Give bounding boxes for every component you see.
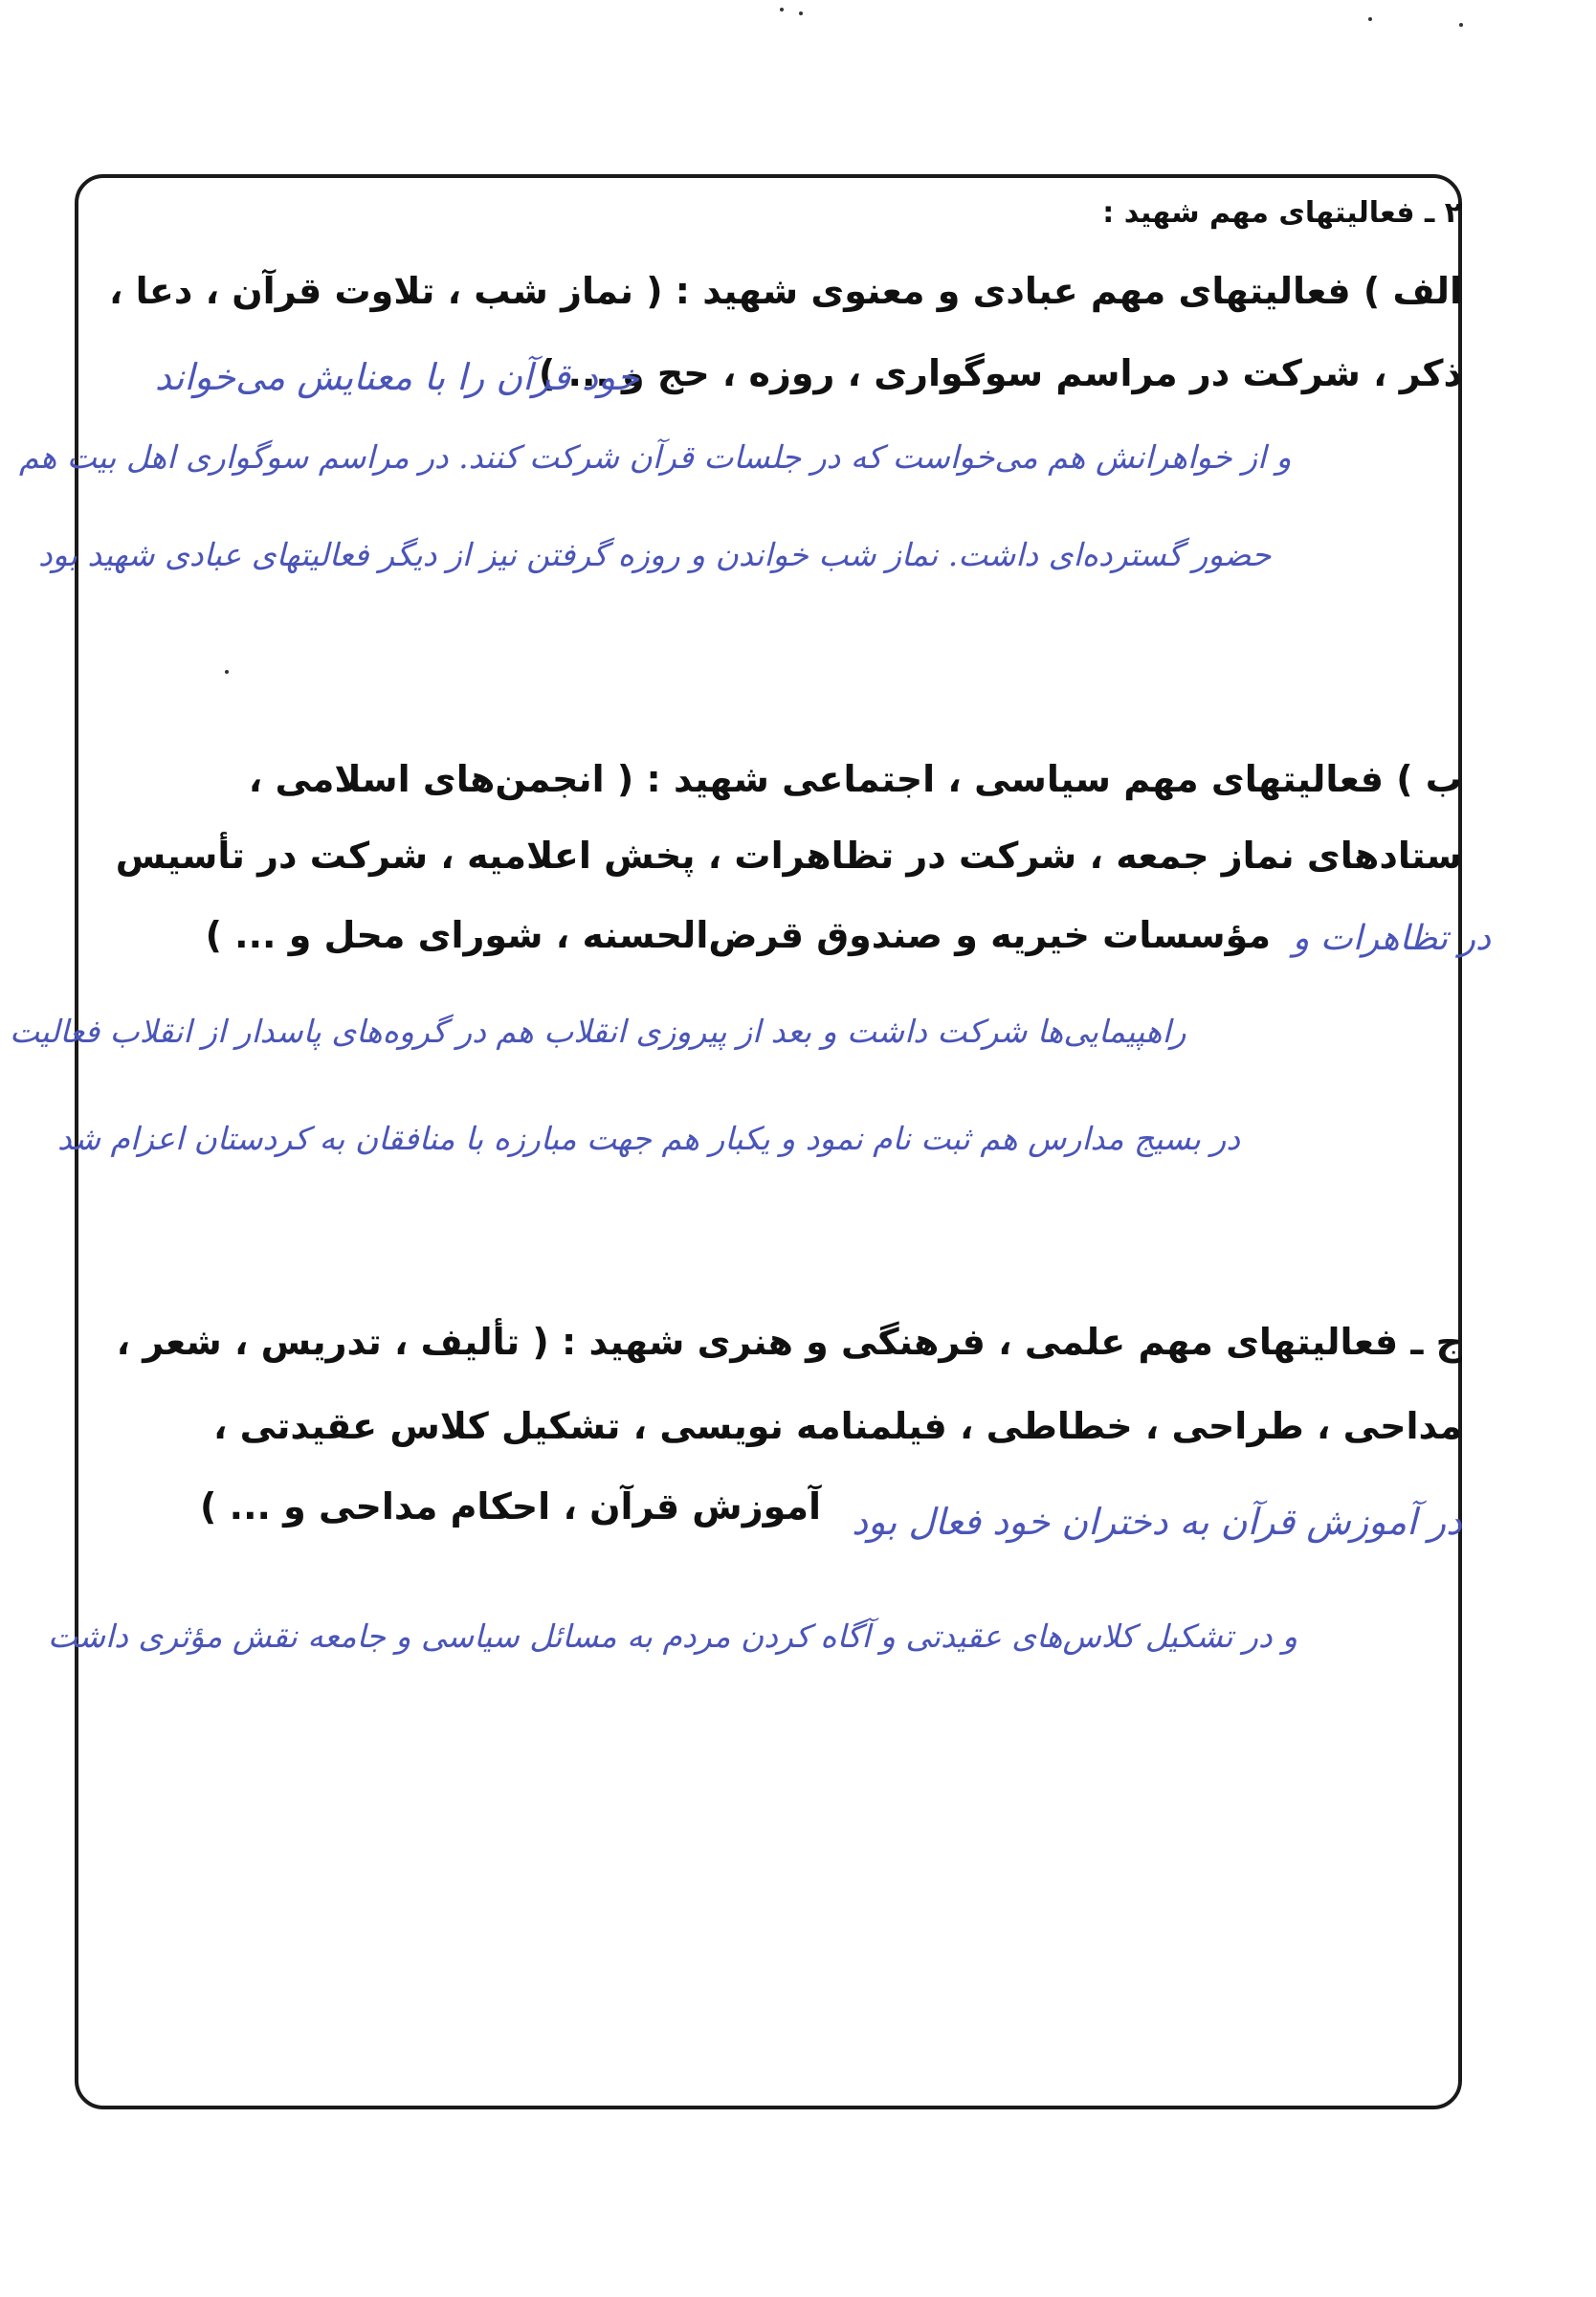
- scan-speck: [225, 670, 229, 674]
- section-c-handwritten-line-2: و در تشکیل کلاس‌های عقیدتی و آگاه کردن مردم به مسائل سیاسی و جامعه نقش مؤثری داشت: [48, 1617, 1298, 1655]
- scan-speck: [1368, 17, 1372, 21]
- scan-speck: [1459, 23, 1463, 27]
- section-c-printed-line-2: مداحی ، طراحی ، خطاطی ، فیلمنامه نویسی ، تشکیل کلاس عقیدتی ،: [212, 1405, 1462, 1447]
- section-heading: ۲ ـ فعالیتهای مهم شهید :: [1102, 196, 1462, 230]
- section-a-handwritten-line-2: و از خواهرانش هم می‌خواست که در جلسات قرآن شرکت کنند. در مراسم سوگواری اهل بیت هم: [19, 438, 1292, 476]
- section-a-printed-line-2: ذکر ، شرکت در مراسم سوگواری ، روزه ، حج و ... ): [538, 352, 1462, 394]
- section-a-handwritten-line-1: خود قرآن را با معنایش می‌خواند: [154, 356, 639, 398]
- section-b-handwritten-line-3: در بسیج مدارس هم ثبت نام نمود و یکبار هم جهت مبارزه با منافقان به کردستان اعزام شد: [57, 1120, 1241, 1157]
- section-b-handwritten-line-1: در تظاهرات و: [1293, 919, 1491, 958]
- section-c-handwritten-line-1: در آموزش قرآن به دختران خود فعال بود: [852, 1501, 1462, 1543]
- section-b-handwritten-line-2: راهپیمایی‌ها شرکت داشت و بعد از پیروزی انقلاب هم در گروه‌های پاسدار از انقلاب فعالیت: [10, 1013, 1186, 1050]
- section-b-printed-line-2: ستادهای نماز جمعه ، شرکت در تظاهرات ، پخش اعلامیه ، شرکت در تأسیس: [115, 835, 1462, 877]
- scan-speck: [799, 11, 803, 15]
- section-b-printed-line-1: ب ) فعالیتهای مهم سیاسی ، اجتماعی شهید : ( انجمن‌های اسلامی ،: [248, 758, 1462, 800]
- section-c-printed-line-1: ج ـ فعالیتهای مهم علمی ، فرهنگی و هنری شهید : ( تألیف ، تدریس ، شعر ،: [116, 1321, 1462, 1363]
- section-b-printed-line-3: مؤسسات خیریه و صندوق قرض‌الحسنه ، شورای محل و ... ): [205, 914, 1271, 956]
- section-a-handwritten-line-3: حضور گسترده‌ای داشت. نماز شب خواندن و روزه گرفتن نیز از دیگر فعالیتهای عبادی شهید بود: [38, 536, 1272, 573]
- section-c-printed-line-3: آموزش قرآن ، احکام مداحی و ... ): [200, 1485, 821, 1528]
- section-a-printed-line-1: الف ) فعالیتهای مهم عبادی و معنوی شهید : ( نماز شب ، تلاوت قرآن ، دعا ،: [108, 270, 1462, 312]
- scan-speck: [780, 8, 784, 11]
